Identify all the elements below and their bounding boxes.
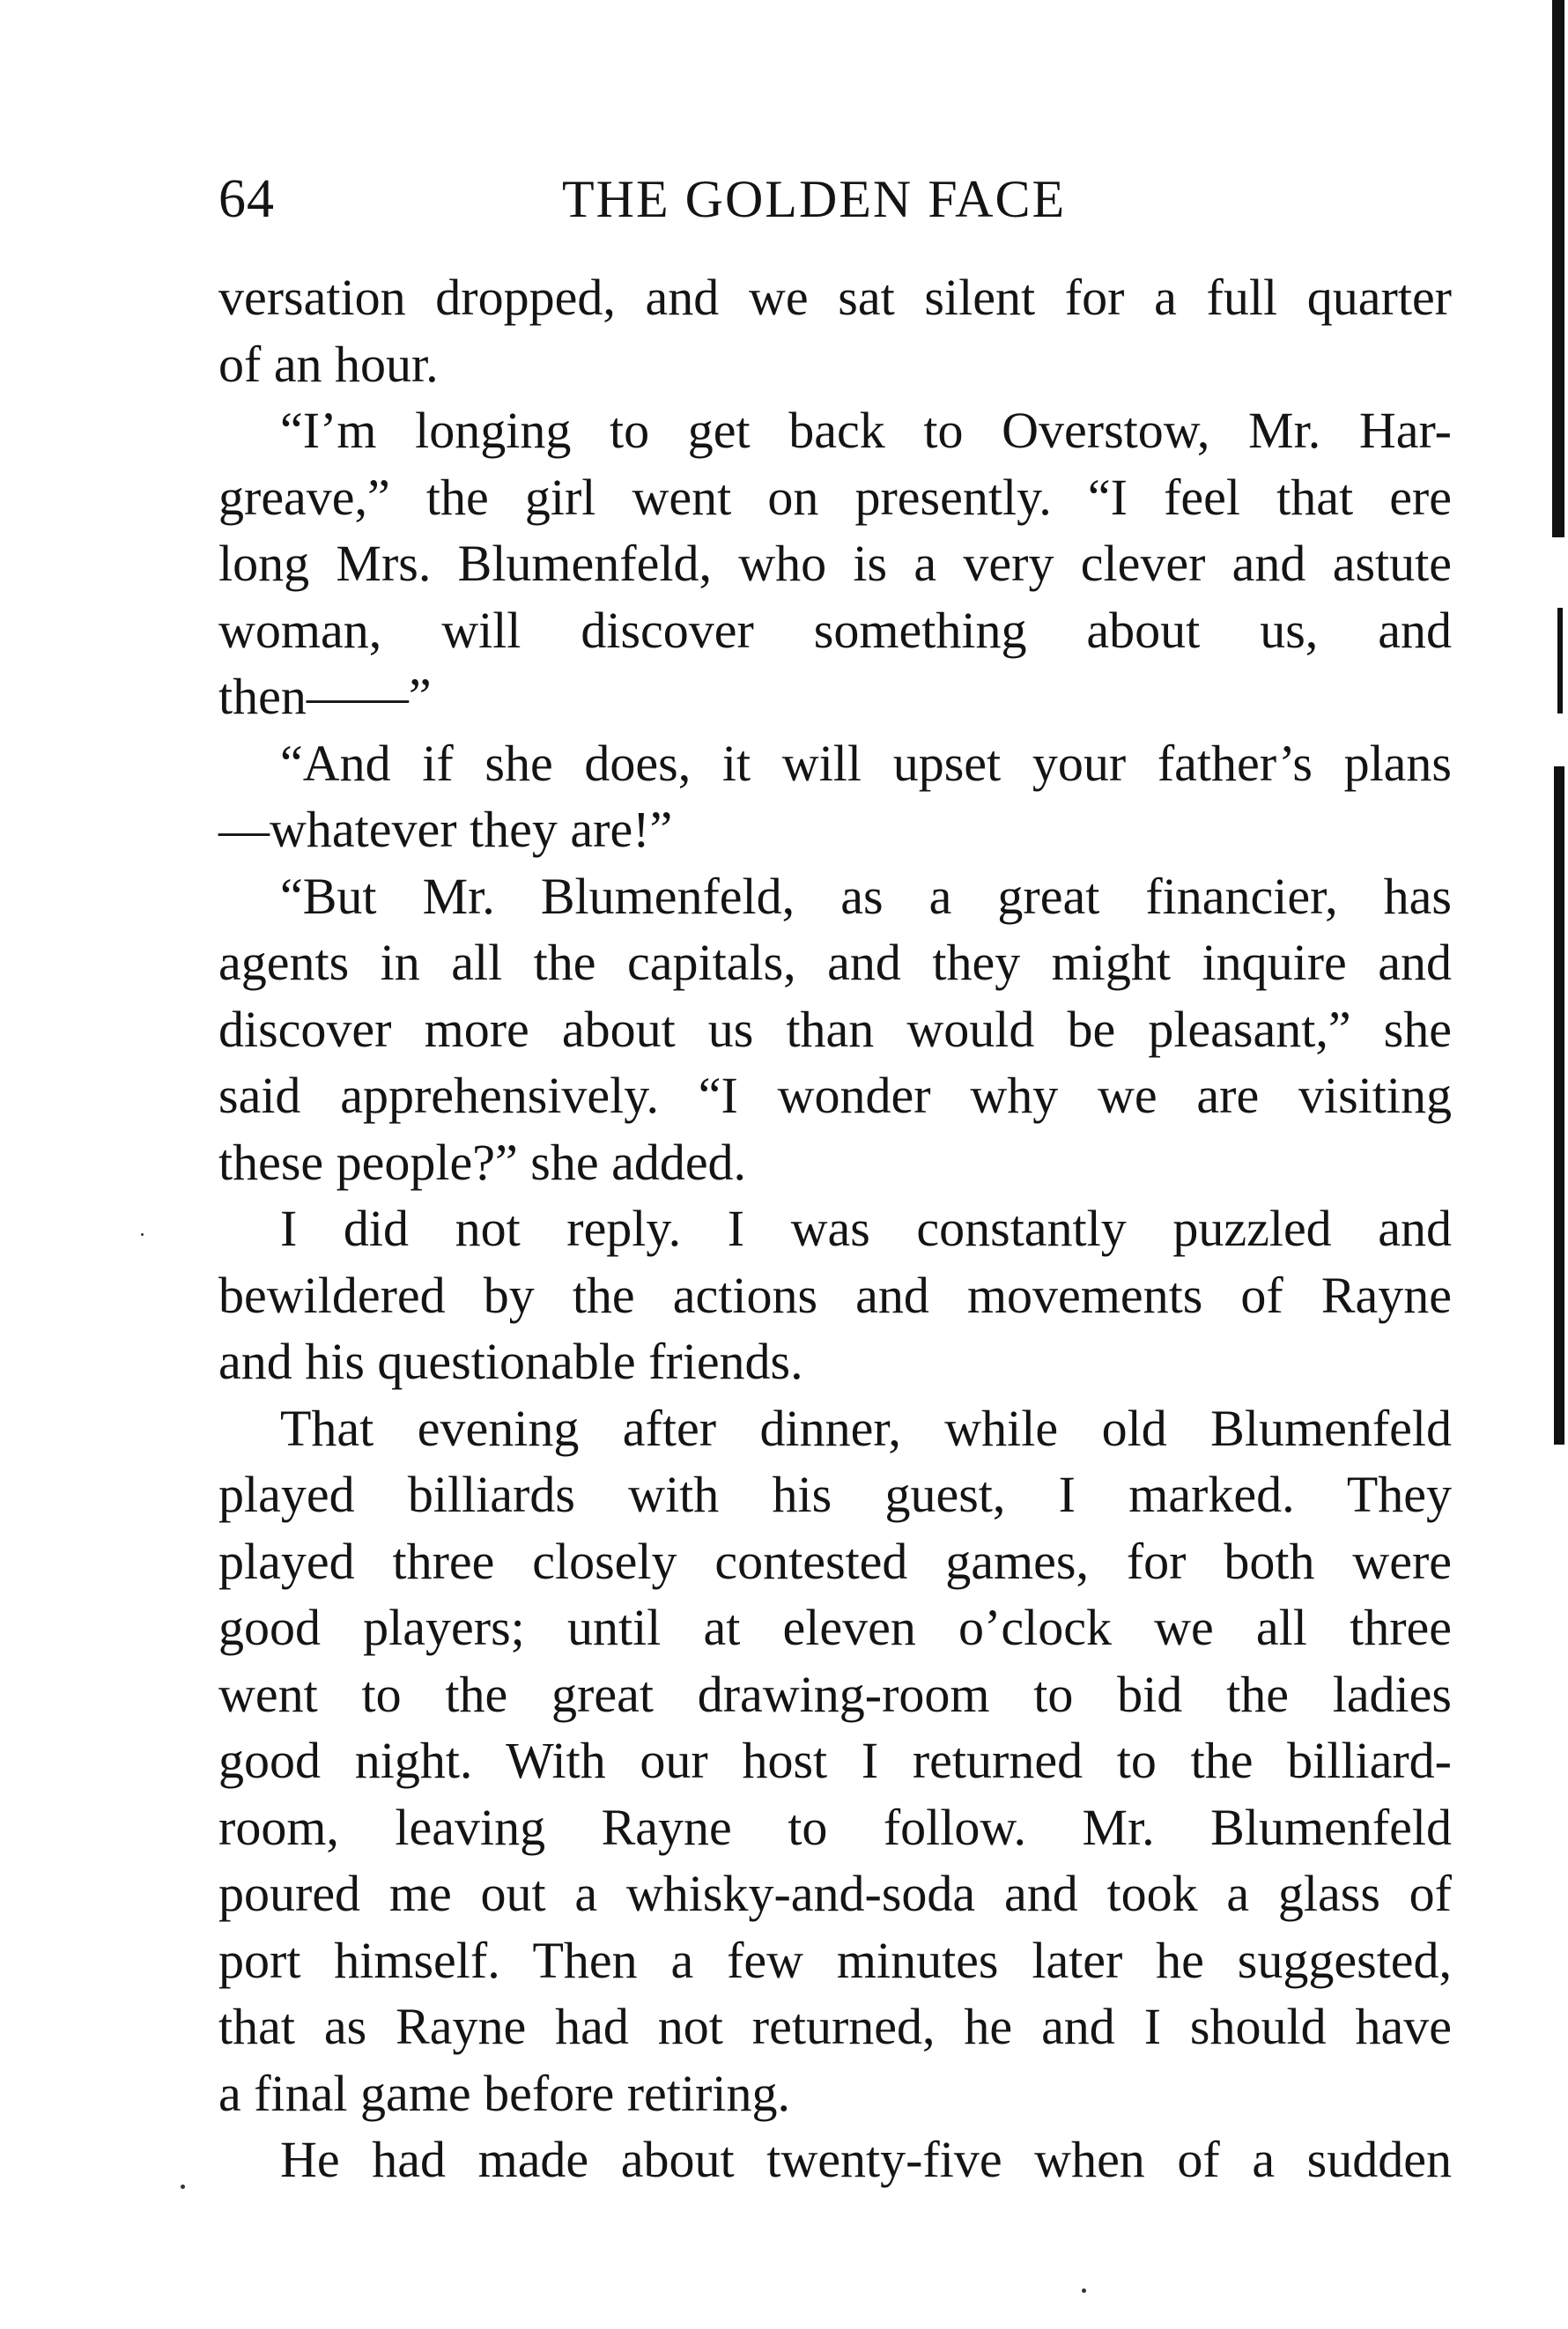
text-line: bewildered by the actions and movements of Rayne xyxy=(218,1266,1452,1324)
text-line: went to the great drawing-room to bid the ladies xyxy=(218,1665,1452,1723)
page-header xyxy=(218,164,1452,234)
text-line: That evening after dinner, while old Blumenfeld xyxy=(280,1399,1452,1457)
text-line: poured me out a whisky-and-soda and took a glass of xyxy=(218,1865,1452,1922)
text-line: then——” xyxy=(218,668,432,725)
text-line: I did not reply. I was constantly puzzled and xyxy=(280,1200,1452,1257)
text-line: played three closely contested games, for both were xyxy=(218,1532,1452,1590)
scan-speck xyxy=(1082,2288,1086,2293)
text-line: “But Mr. Blumenfeld, as a great financier, has xyxy=(280,867,1452,925)
scan-speck xyxy=(141,1233,144,1236)
running-title: THE GOLDEN FACE xyxy=(562,170,1067,228)
text-line: room, leaving Rayne to follow. Mr. Blumenfeld xyxy=(218,1798,1452,1856)
text-line: greave,” the girl went on presently. “I feel that ere xyxy=(218,468,1452,526)
text-line: port himself. Then a few minutes later he suggested, xyxy=(218,1931,1452,1989)
text-line: long Mrs. Blumenfeld, who is a very clever and astute xyxy=(218,535,1452,592)
text-line: good players; until at eleven o’clock we all three xyxy=(218,1599,1452,1656)
text-line: said apprehensively. “I wonder why we are visiting xyxy=(218,1067,1452,1124)
text-line: “I’m longing to get back to Overstow, Mr. Har- xyxy=(280,402,1452,459)
text-line: He had made about twenty-five when of a sudden xyxy=(280,2131,1452,2188)
scan-edge-mark xyxy=(1557,608,1563,713)
text-line: woman, will discover something about us, and xyxy=(218,601,1452,659)
text-line: these people?” she added. xyxy=(218,1133,747,1191)
page-number: 64 xyxy=(218,169,275,229)
text-line: that as Rayne had not returned, he and I should have xyxy=(218,1998,1452,2055)
text-line: played billiards with his guest, I marked. They xyxy=(218,1466,1452,1523)
text-line: of an hour. xyxy=(218,335,439,393)
text-line: and his questionable friends. xyxy=(218,1333,803,1390)
scan-edge-mark xyxy=(1554,766,1564,1445)
scan-edge-mark xyxy=(1552,0,1564,537)
text-line: good night. With our host I returned to the billiard- xyxy=(218,1732,1452,1789)
text-line: agents in all the capitals, and they might inquire and xyxy=(218,934,1452,991)
scan-speck xyxy=(181,2185,185,2189)
text-line: a final game before retiring. xyxy=(218,2064,790,2122)
body-text xyxy=(218,264,1452,2193)
text-line: —whatever they are!” xyxy=(218,801,673,858)
text-line: versation dropped, and we sat silent for a full quarter xyxy=(218,269,1452,326)
text-line: “And if she does, it will upset your father’s plans xyxy=(280,734,1452,792)
text-line: discover more about us than would be pleasant,” she xyxy=(218,1000,1452,1058)
